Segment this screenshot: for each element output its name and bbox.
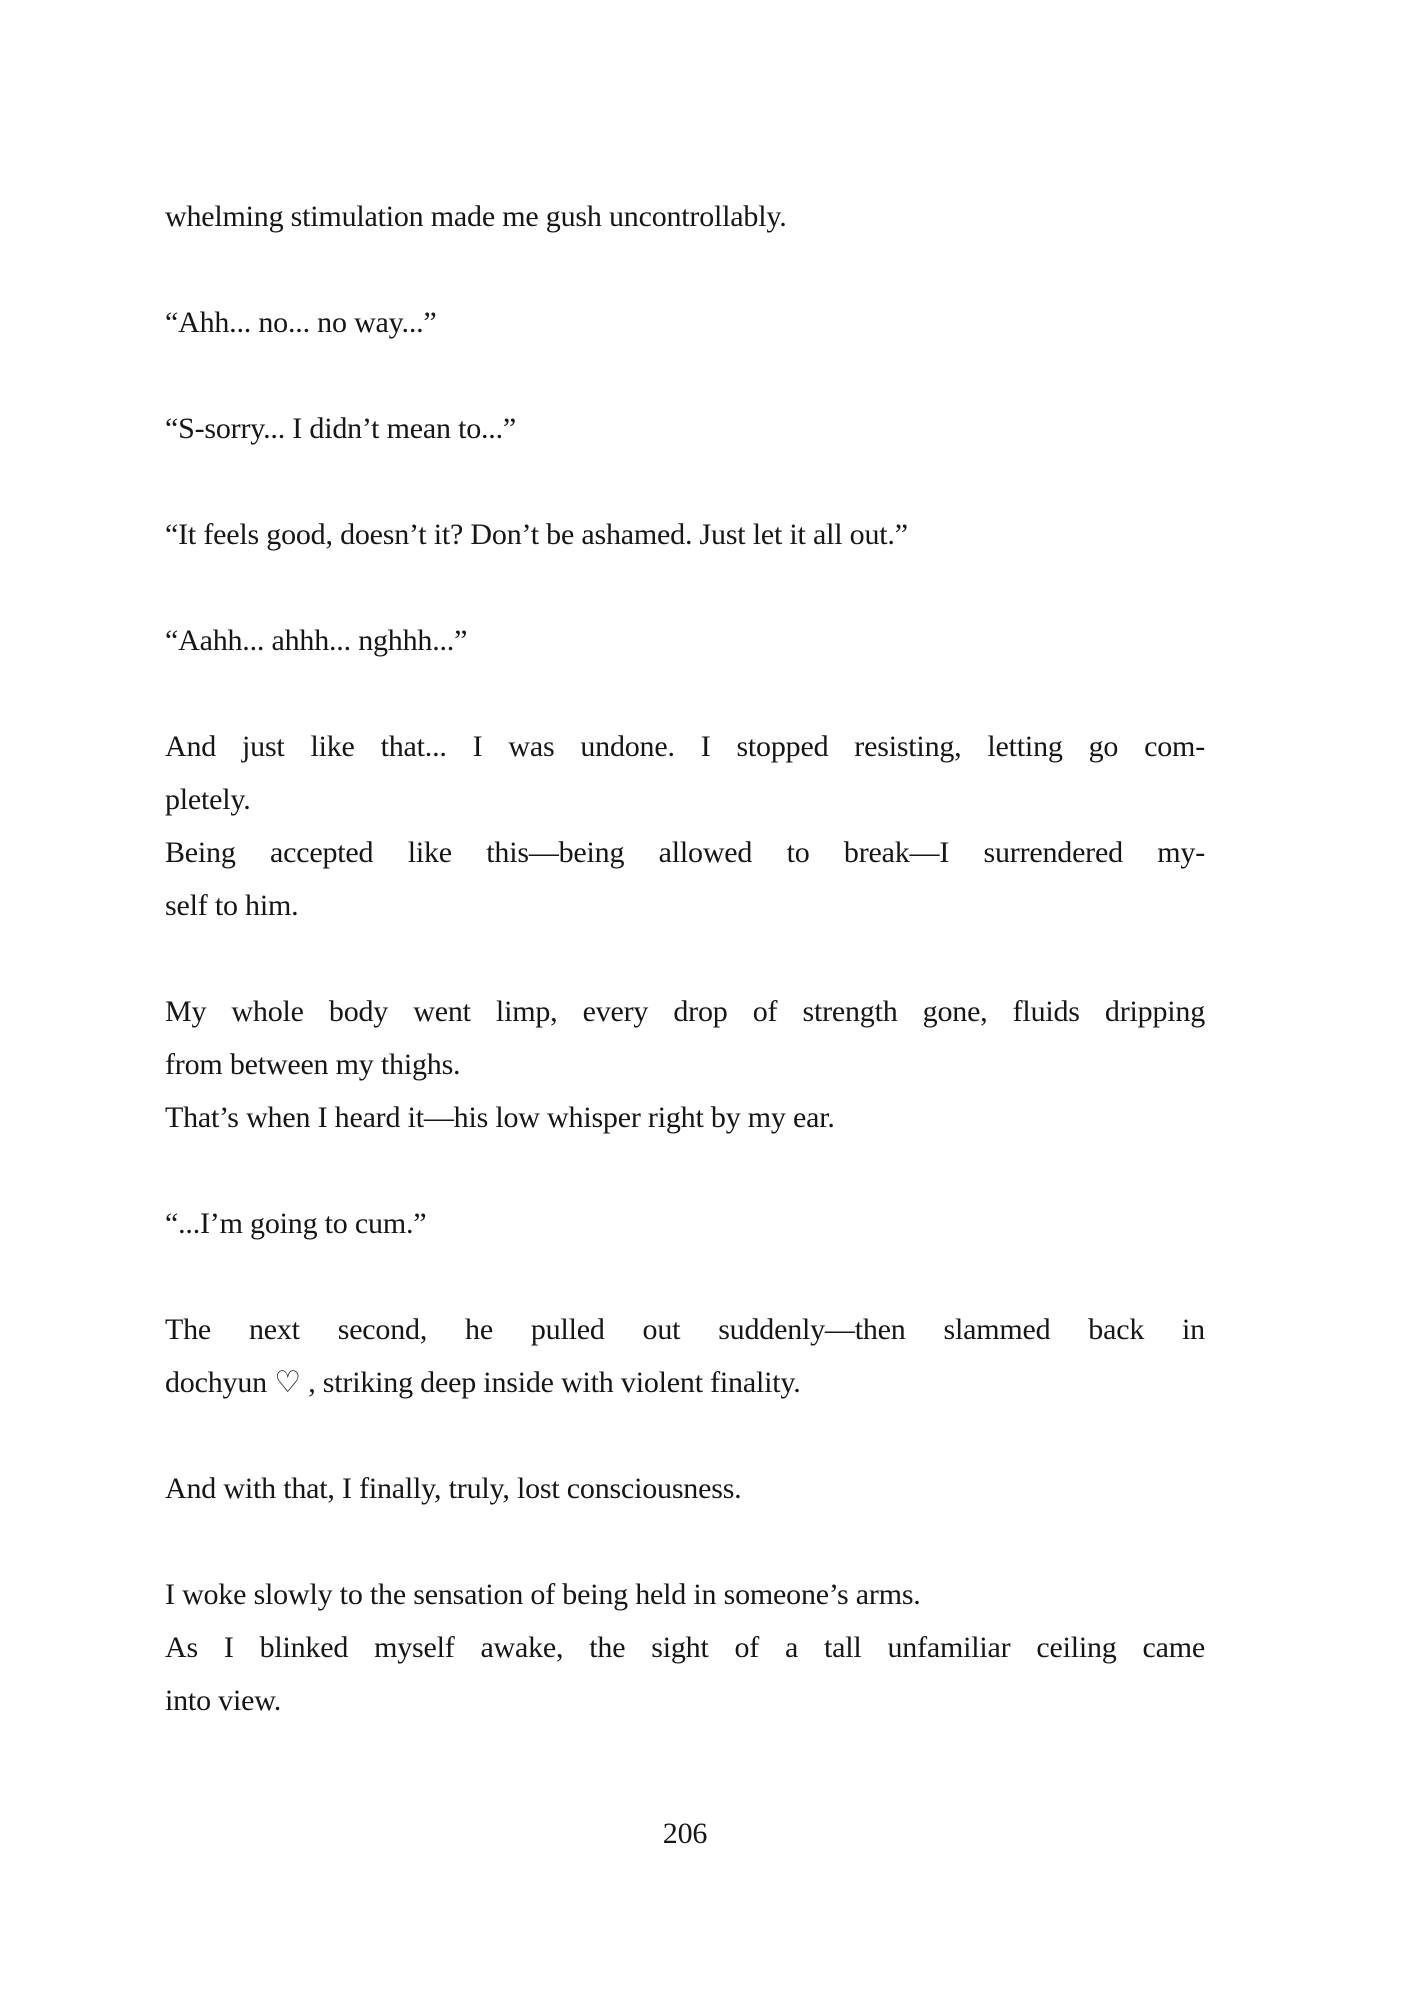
paragraph: [165, 508, 1205, 561]
text-line: “Ahh... no... no way...”: [165, 306, 437, 339]
text-line: into view.: [165, 1684, 282, 1717]
text-line: My whole body went limp, every drop of strength gone, fluids dripping: [165, 995, 1205, 1028]
text-line: dochyun ♡ , striking deep inside with violent finality.: [165, 1366, 801, 1399]
paragraph: [165, 985, 1205, 1144]
text-line: And with that, I finally, truly, lost consciousness.: [165, 1472, 742, 1505]
paragraph: [165, 614, 1205, 667]
text-line: The next second, he pulled out suddenly—then slammed back in: [165, 1313, 1205, 1346]
text-line: “It feels good, doesn’t it? Don’t be ashamed. Just let it all out.”: [165, 518, 908, 551]
text-line: “S-sorry... I didn’t mean to...”: [165, 412, 517, 445]
paragraph: [165, 1303, 1205, 1409]
text-line: pletely.: [165, 783, 251, 816]
page-footer: [165, 1807, 1205, 1860]
paragraph: [165, 402, 1205, 455]
text-line: And just like that... I was undone. I stopped resisting, letting go com-: [165, 730, 1205, 763]
paragraph: [165, 1568, 1205, 1727]
paragraph: [165, 190, 1205, 243]
paragraph: [165, 1197, 1205, 1250]
text-line: from between my thighs.: [165, 1048, 461, 1081]
text-line: whelming stimulation made me gush uncontrollably.: [165, 200, 787, 233]
text-line: “...I’m going to cum.”: [165, 1207, 427, 1240]
text-line: As I blinked myself awake, the sight of a tall unfamiliar ceiling came: [165, 1631, 1205, 1664]
text-line: self to him.: [165, 889, 299, 922]
text-line: I woke slowly to the sensation of being held in someone’s arms.: [165, 1578, 921, 1611]
page-number: 206: [662, 1817, 708, 1850]
text-line: Being accepted like this—being allowed to break—I surrendered my-: [165, 836, 1205, 869]
text-line: That’s when I heard it—his low whisper right by my ear.: [165, 1101, 835, 1134]
paragraph: [165, 720, 1205, 932]
text-line: “Aahh... ahhh... nghhh...”: [165, 624, 468, 657]
paragraph: [165, 296, 1205, 349]
paragraph: [165, 1462, 1205, 1515]
